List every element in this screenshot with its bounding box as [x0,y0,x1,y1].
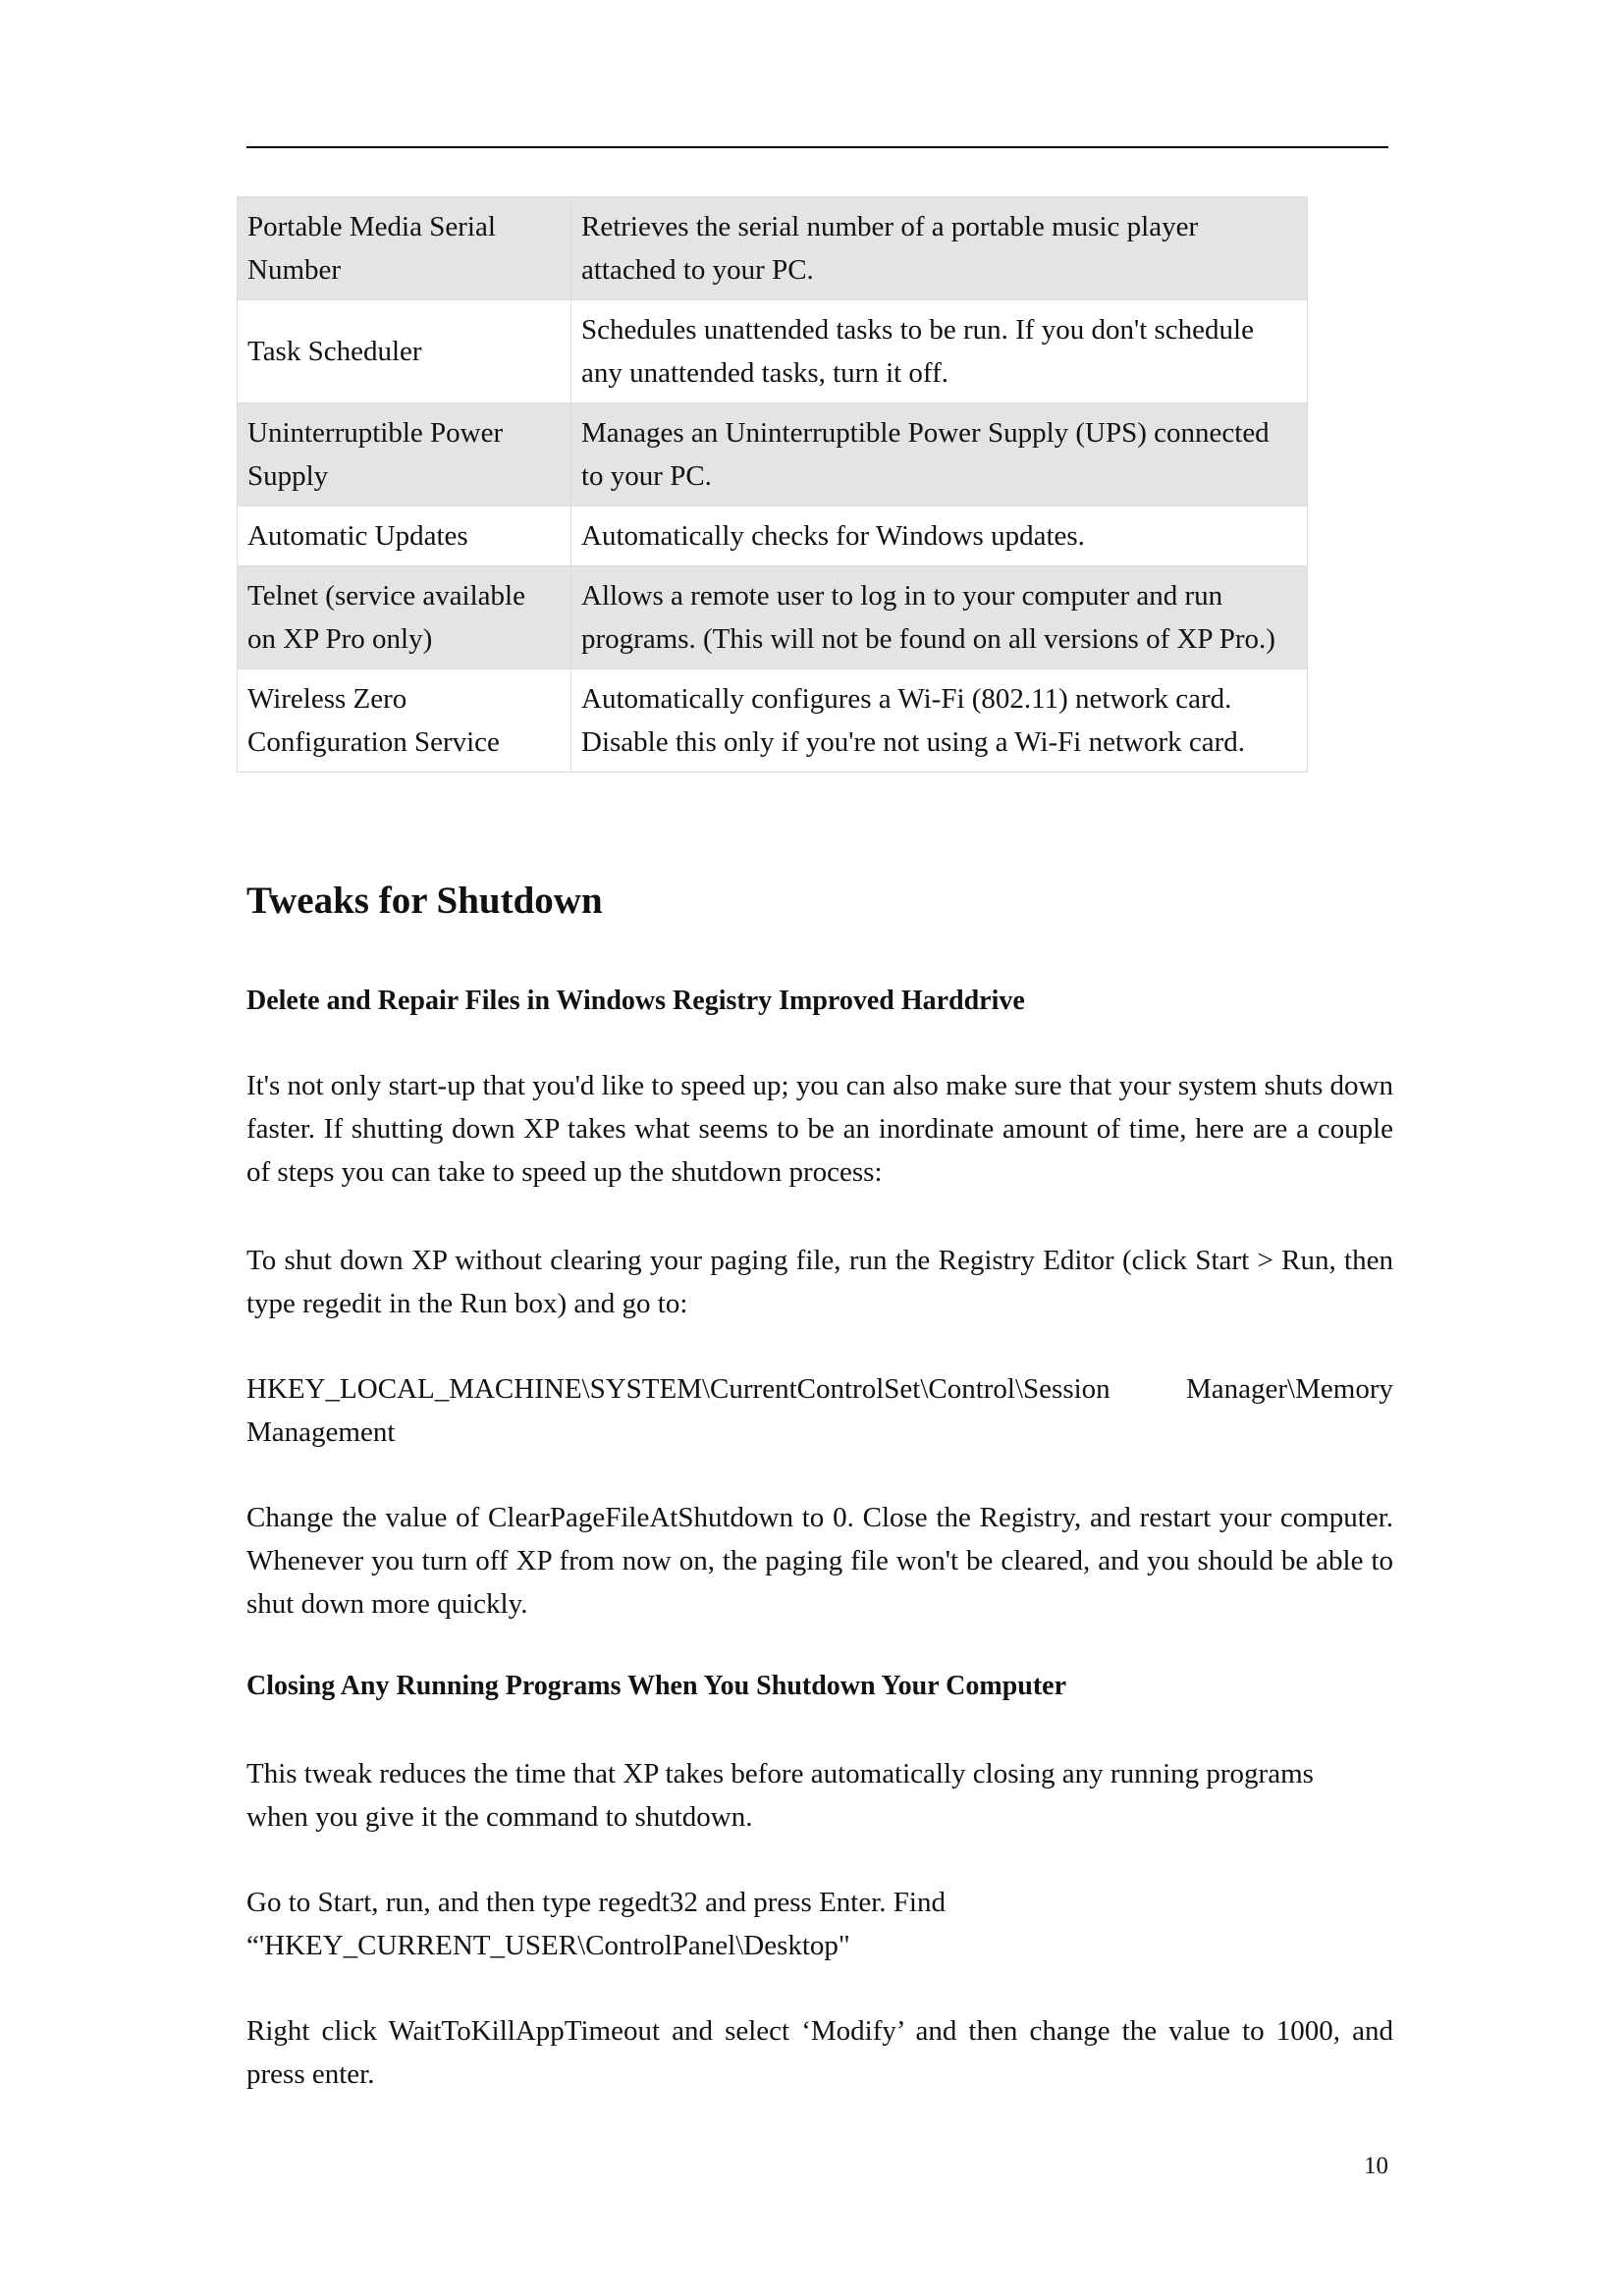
service-name: Task Scheduler [238,300,571,403]
table-row [238,669,1308,773]
tweak-paragraph [246,1752,1393,1839]
section-heading: Tweaks for Shutdown [246,880,603,922]
header-rule [246,146,1388,148]
registry-path-part: Management [246,1416,396,1448]
clear-pagefile-paragraph: Change the value of ClearPageFileAtShutdown to 0. Close the Registry, and restart your computer. Whenever you turn off XP from now on, the paging file won't be cleared, and you should be able to shut down more quickly. [246,1502,1393,1620]
paging-file-paragraph: To shut down XP without clearing your paging file, run the Registry Editor (click Start > Run, then type regedit in the Run box) and go to: [246,1245,1393,1319]
text-line: This tweak reduces the time that XP takes before automatically closing any running programs [246,1758,1314,1789]
service-description: Schedules unattended tasks to be run. If you don't schedule any unattended tasks, turn it off. [571,300,1308,403]
table-row [238,507,1308,566]
text-line: when you give it the command to shutdown. [246,1801,753,1833]
table-row [238,403,1308,507]
intro-paragraph: It's not only start-up that you'd like to speed up; you can also make sure that your system shuts down faster. If shutting down XP takes what seems to be an inordinate amount of time, here are a couple of steps you can take to speed up the shutdown process: [246,1070,1393,1188]
table-row [238,300,1308,403]
services-table [237,196,1308,773]
table-row [238,197,1308,300]
service-name: Portable Media Serial Number [238,197,571,300]
service-name: Wireless Zero Configuration Service [238,669,571,773]
registry-path-part: Manager\Memory [1186,1373,1393,1405]
service-description: Automatically configures a Wi-Fi (802.11) network card. Disable this only if you're not using a Wi-Fi network card. [571,669,1308,773]
service-name: Telnet (service available on XP Pro only) [238,566,571,669]
service-description: Allows a remote user to log in to your computer and run programs. (This will not be found on all versions of XP Pro.) [571,566,1308,669]
service-description: Automatically checks for Windows updates. [571,507,1308,566]
page-number: 10 [1364,2153,1388,2179]
service-description: Retrieves the serial number of a portable music player attached to your PC. [571,197,1308,300]
registry-path-part: HKEY_LOCAL_MACHINE\SYSTEM\CurrentControlSet\Control\Session [246,1373,1110,1405]
service-name: Automatic Updates [238,507,571,566]
regedt32-paragraph [246,1881,1393,1967]
service-description: Manages an Uninterruptible Power Supply (UPS) connected to your PC. [571,403,1308,507]
table-row [238,566,1308,669]
text-line: “'HKEY_CURRENT_USER\ControlPanel\Desktop" [246,1930,850,1961]
sub-heading-closing-programs: Closing Any Running Programs When You Shutdown Your Computer [246,1671,1067,1701]
text-line: Go to Start, run, and then type regedt32 and press Enter. Find [246,1887,946,1918]
service-name: Uninterruptible Power Supply [238,403,571,507]
sub-heading-registry: Delete and Repair Files in Windows Registry Improved Harddrive [246,986,1025,1016]
wait-to-kill-paragraph: Right click WaitToKillAppTimeout and select ‘Modify’ and then change the value to 1000, and press enter. [246,2015,1393,2090]
registry-path [246,1367,1393,1454]
